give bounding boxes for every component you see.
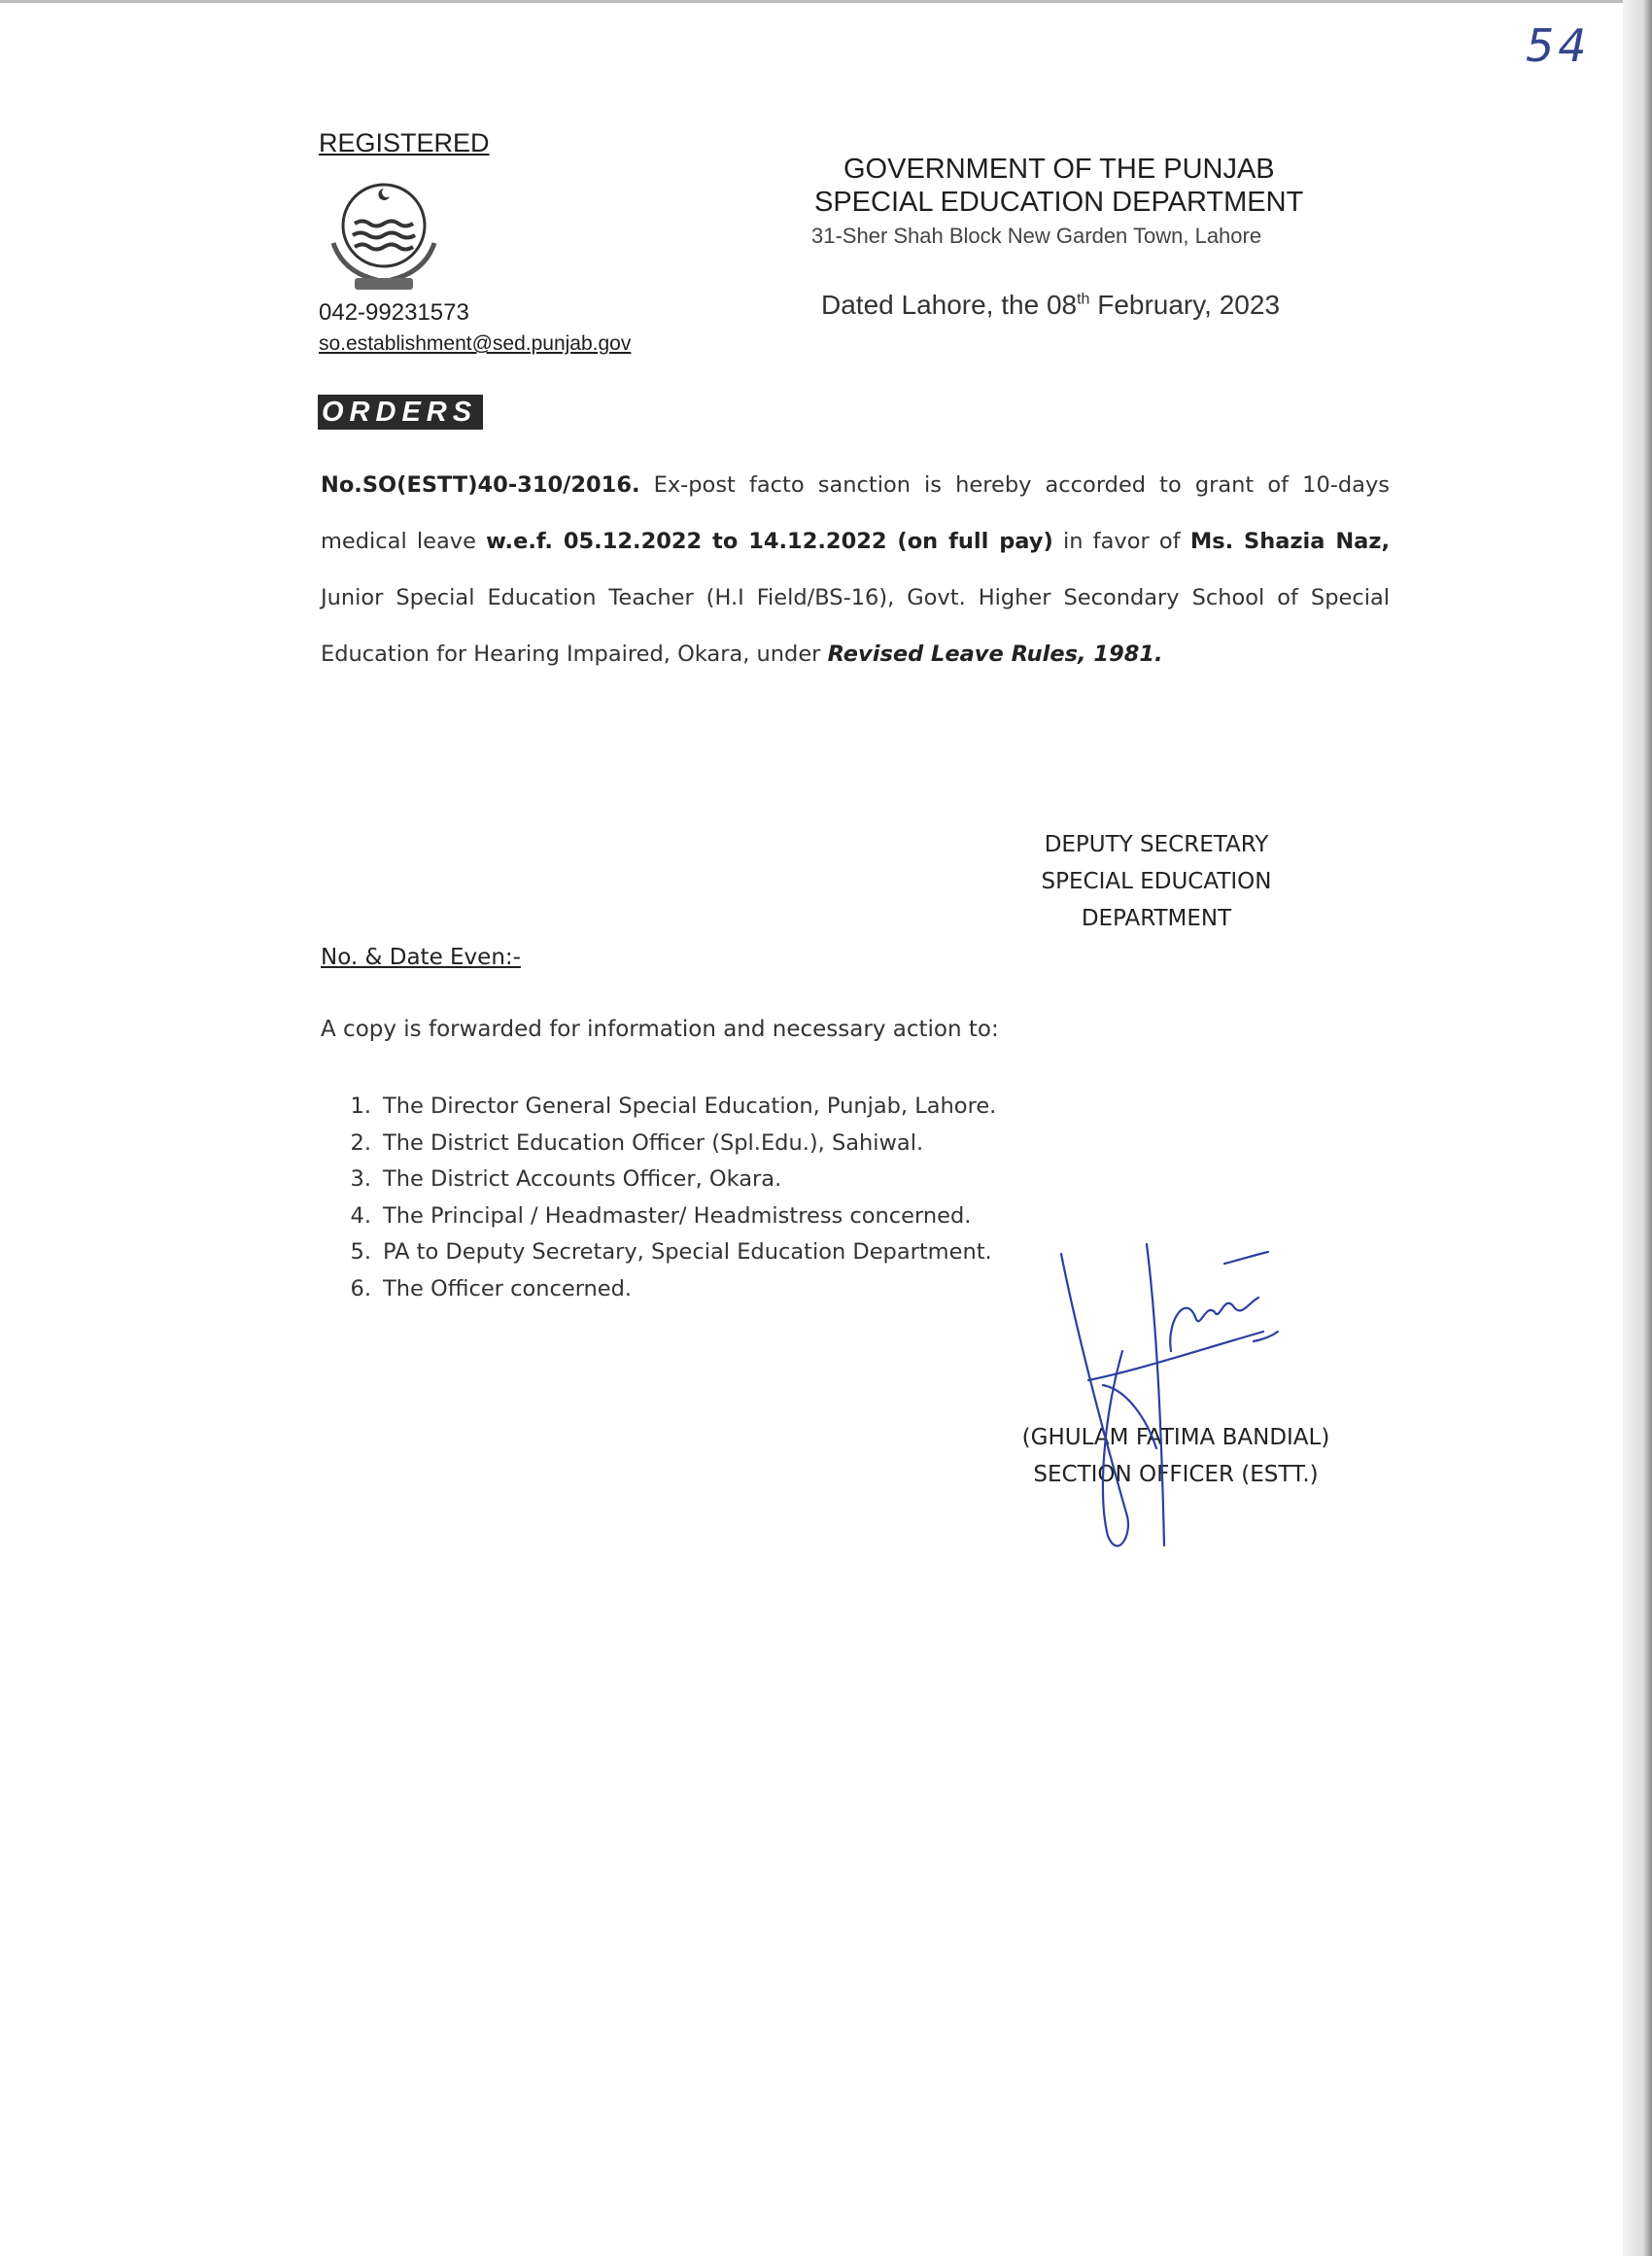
punjab-emblem-logo xyxy=(326,175,442,296)
order-number: No.SO(ESTT)40-310/2016. xyxy=(321,472,640,498)
department-heading: SPECIAL EDUCATION DEPARTMENT xyxy=(814,187,1304,218)
dated-prefix: Dated Lahore, the 08 xyxy=(821,290,1078,320)
deputy-line-3: DEPARTMENT xyxy=(1081,906,1232,931)
list-item-text: PA to Deputy Secretary, Special Education Department. xyxy=(383,1239,992,1265)
list-item xyxy=(321,1162,996,1198)
order-leave-period: w.e.f. 05.12.2022 to 14.12.2022 (on full pay) xyxy=(486,529,1053,554)
list-item-number: 5. xyxy=(350,1239,371,1265)
signatory-title: SECTION OFFICER (ESTT.) xyxy=(1033,1462,1319,1487)
list-item-text: The District Accounts Officer, Okara. xyxy=(383,1166,782,1192)
dated-superscript: th xyxy=(1077,291,1090,308)
list-item-number: 6. xyxy=(350,1275,371,1302)
list-item-text: The District Education Officer (Spl.Edu.), Sahiwal. xyxy=(383,1129,924,1156)
dated-line xyxy=(821,290,1280,321)
scan-top-edge xyxy=(0,0,1652,3)
list-item-number: 2. xyxy=(350,1129,371,1156)
handwritten-signature xyxy=(1050,1225,1292,1565)
leave-rules: Revised Leave Rules, 1981. xyxy=(827,642,1163,667)
list-item xyxy=(321,1198,996,1235)
list-item-number: 4. xyxy=(350,1202,371,1229)
list-item xyxy=(321,1126,996,1163)
order-text-2: in favor of xyxy=(1052,529,1190,554)
dated-suffix: February, 2023 xyxy=(1089,290,1281,320)
page-number-marker: 54 xyxy=(1526,19,1591,72)
phone-number: 042-99231573 xyxy=(319,299,469,326)
scan-right-edge xyxy=(1623,0,1652,2256)
deputy-line-2: SPECIAL EDUCATION xyxy=(1041,869,1272,894)
department-address: 31-Sher Shah Block New Garden Town, Lahore xyxy=(811,224,1262,248)
no-date-even-label: No. & Date Even:- xyxy=(321,945,521,970)
order-text-1: Ex-post facto sanction is hereby accorded to grant of 10-days medical leave xyxy=(321,472,1390,554)
list-item-text: The Director General Special Education, Punjab, Lahore. xyxy=(383,1093,997,1119)
list-item-text: The Officer concerned. xyxy=(383,1275,633,1302)
order-paragraph xyxy=(321,457,1390,682)
email-address: so.establishment@sed.punjab.gov xyxy=(319,332,632,355)
deputy-secretary-block xyxy=(1011,826,1302,937)
list-item xyxy=(321,1089,996,1126)
orders-label: ORDERS xyxy=(318,395,483,430)
list-item xyxy=(321,1271,996,1308)
list-item xyxy=(321,1234,996,1271)
forward-text: A copy is forwarded for information and necessary action to: xyxy=(321,1017,999,1042)
list-item-number: 1. xyxy=(350,1093,371,1119)
employee-name: Ms. Shazia Naz, xyxy=(1189,529,1390,554)
copy-to-list xyxy=(321,1089,996,1307)
government-heading: GOVERNMENT OF THE PUNJAB xyxy=(843,154,1275,185)
order-text-3: Junior Special Education Teacher (H.I Field/BS-16), Govt. Higher Secondary School of Special Education for Hearing Impaired, Okara, under xyxy=(321,585,1390,667)
list-item-text: The Principal / Headmaster/ Headmistress concerned. xyxy=(383,1202,972,1229)
signatory-name: (GHULAM FATIMA BANDIAL) xyxy=(1021,1425,1330,1450)
list-item-number: 3. xyxy=(350,1166,371,1192)
registered-label: REGISTERED xyxy=(319,128,490,157)
deputy-line-1: DEPUTY SECRETARY xyxy=(1044,832,1269,857)
